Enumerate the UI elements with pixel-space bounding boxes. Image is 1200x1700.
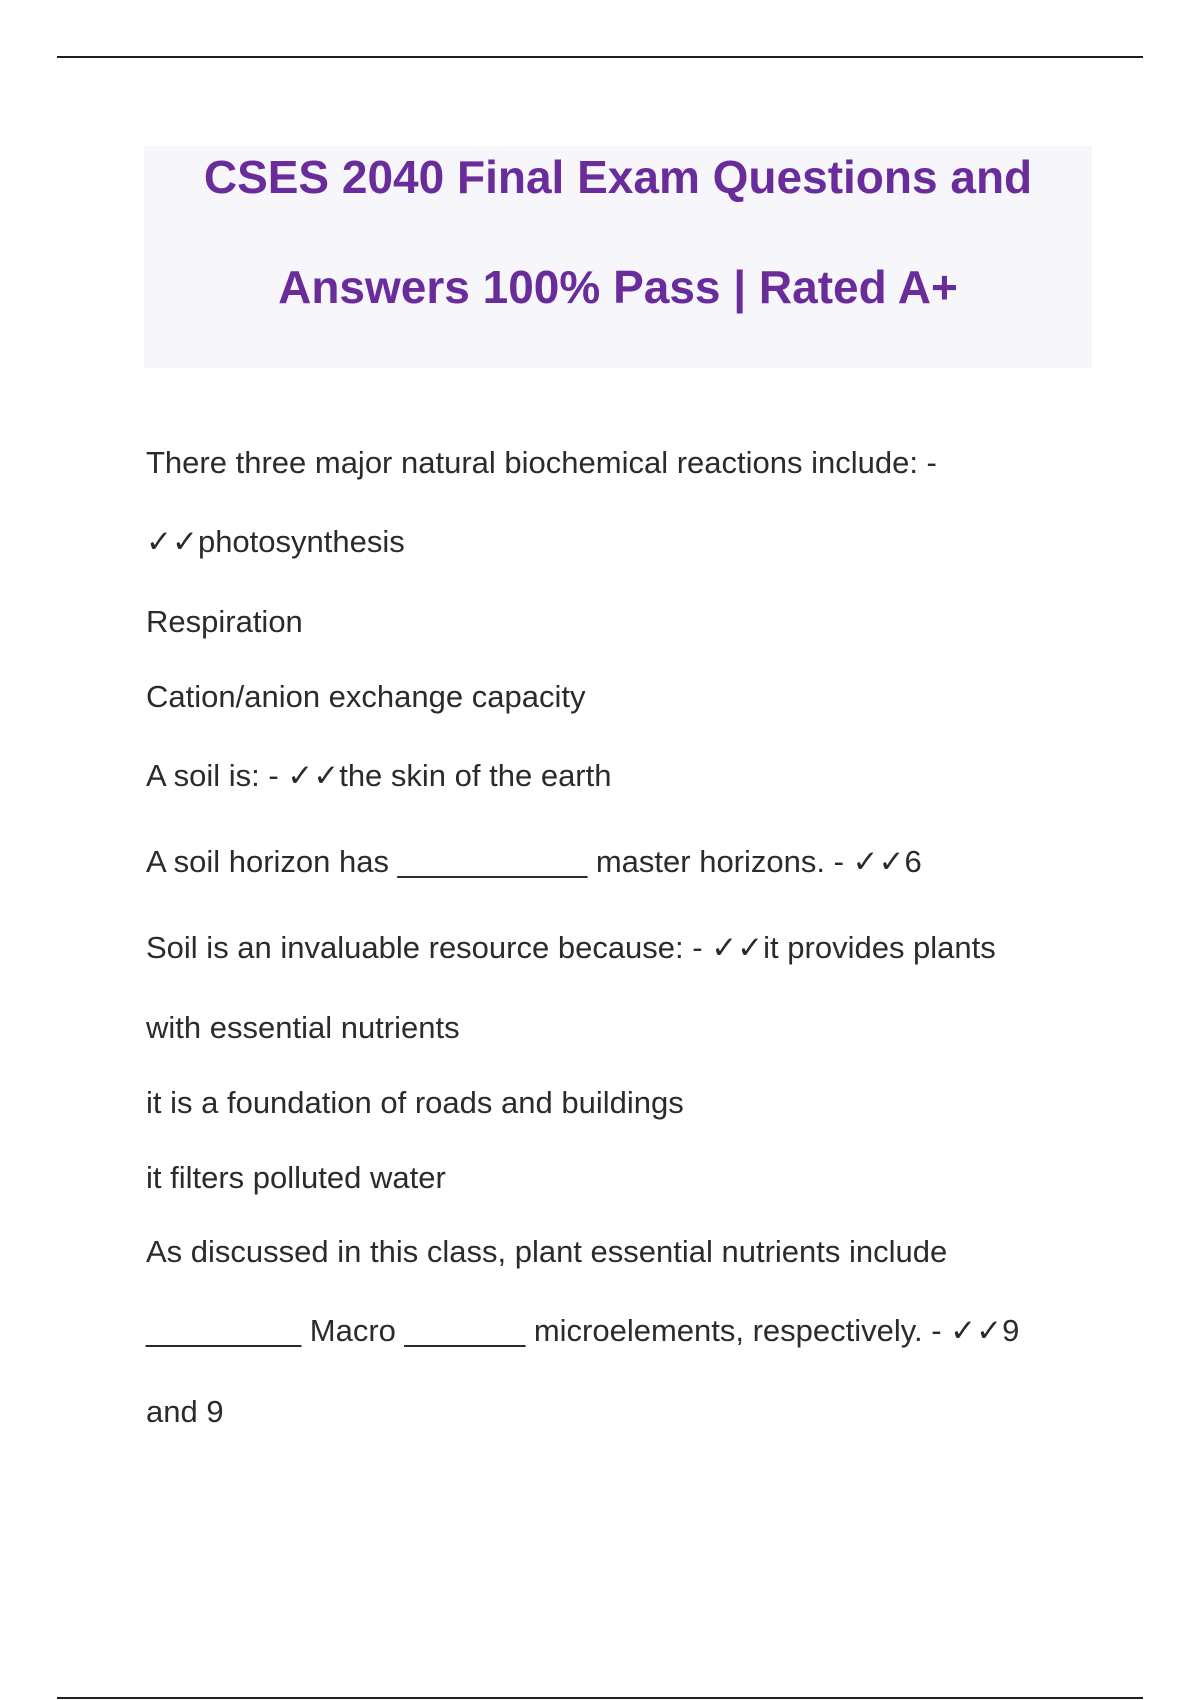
answer-text: it is a foundation of roads and buildings xyxy=(146,1085,684,1120)
question-text: As discussed in this class, plant essential nutrients include xyxy=(146,1234,948,1269)
page-title-line-1: CSES 2040 Final Exam Questions and xyxy=(203,151,1033,203)
question-answer-text: Soil is an invaluable resource because: - ✓✓it provides plants xyxy=(146,930,996,965)
bottom-rule xyxy=(57,1697,1143,1699)
title-banner xyxy=(144,146,1092,368)
answer-text: it filters polluted water xyxy=(146,1160,446,1195)
answer-text: and 9 xyxy=(146,1394,224,1429)
question-answer-text: A soil is: - ✓✓the skin of the earth xyxy=(146,758,612,793)
answer-text: Respiration xyxy=(146,604,303,639)
answer-text: with essential nutrients xyxy=(146,1010,460,1045)
question-answer-text: _________ Macro _______ microelements, respectively. - ✓✓9 xyxy=(146,1313,1020,1348)
answer-text: ✓✓photosynthesis xyxy=(146,524,405,559)
question-answer-text: A soil horizon has ___________ master horizons. - ✓✓6 xyxy=(146,844,922,879)
top-rule xyxy=(57,56,1143,58)
page-title-line-2: Answers 100% Pass | Rated A+ xyxy=(278,261,958,313)
answer-text: Cation/anion exchange capacity xyxy=(146,679,586,714)
question-text: There three major natural biochemical reactions include: - xyxy=(146,445,937,480)
